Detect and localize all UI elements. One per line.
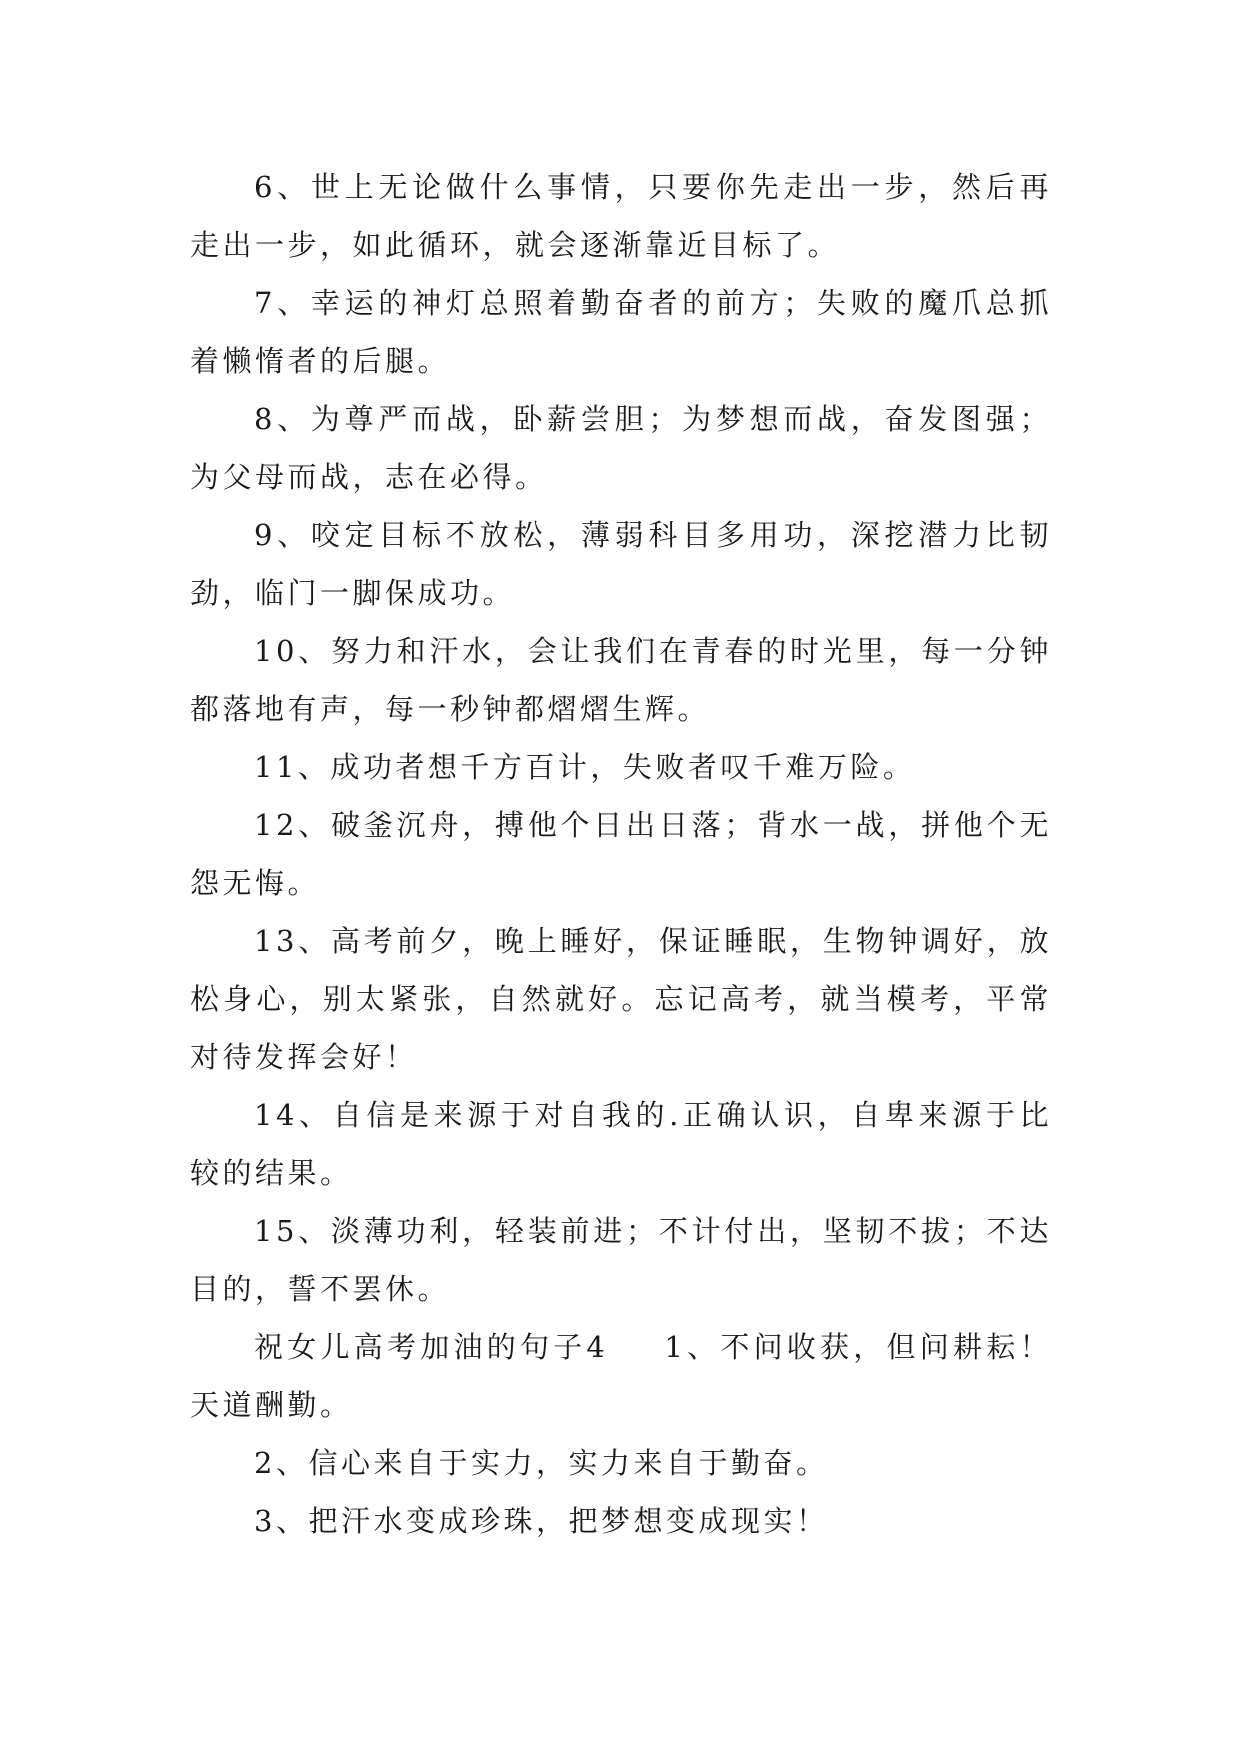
paragraph-item-2: 2、信心来自于实力，实力来自于勤奋。 — [254, 1446, 829, 1480]
paragraph-item-10: 10、努力和汗水，会让我们在青春的时光里，每一分钟都落地有声，每一秒钟都熠熠生辉。 — [190, 634, 1052, 726]
paragraph-item-3: 3、把汗水变成珍珠，把梦想变成现实！ — [254, 1504, 829, 1538]
paragraph-item-13: 13、高考前夕，晚上睡好，保证睡眠，生物钟调好，放松身心，别太紧张，自然就好。忘记高考，就当模考，平常对待发挥会好！ — [190, 924, 1052, 1074]
section-first-item: 1、不问收获，但问耕耘！天道酬勤。 — [190, 1330, 1053, 1422]
paragraph-item-6: 6、世上无论做什么事情，只要你先走出一步，然后再走出一步，如此循环，就会逐渐靠近目标了。 — [190, 170, 1052, 262]
paragraph-item-12: 12、破釜沉舟，搏他个日出日落；背水一战，拼他个无怨无悔。 — [190, 808, 1052, 900]
document-page — [190, 158, 1052, 1550]
paragraph-item-7: 7、幸运的神灯总照着勤奋者的前方；失败的魔爪总抓着懒惰者的后腿。 — [190, 286, 1052, 378]
section-heading: 祝女儿高考加油的句子4 — [254, 1330, 609, 1364]
paragraph-item-11: 11、成功者想千方百计，失败者叹千难万险。 — [254, 750, 916, 784]
paragraph-item-8: 8、为尊严而战，卧薪尝胆；为梦想而战，奋发图强；为父母而战，志在必得。 — [190, 402, 1052, 494]
paragraph-item-15: 15、淡薄功利，轻装前进；不计付出，坚韧不拔；不达目的，誓不罢休。 — [190, 1214, 1052, 1306]
section-paragraph — [190, 1318, 1052, 1434]
paragraph-item-9: 9、咬定目标不放松，薄弱科目多用功，深挖潜力比韧劲，临门一脚保成功。 — [190, 518, 1052, 610]
paragraph-item-14: 14、自信是来源于对自我的.正确认识，自卑来源于比较的结果。 — [190, 1098, 1052, 1190]
